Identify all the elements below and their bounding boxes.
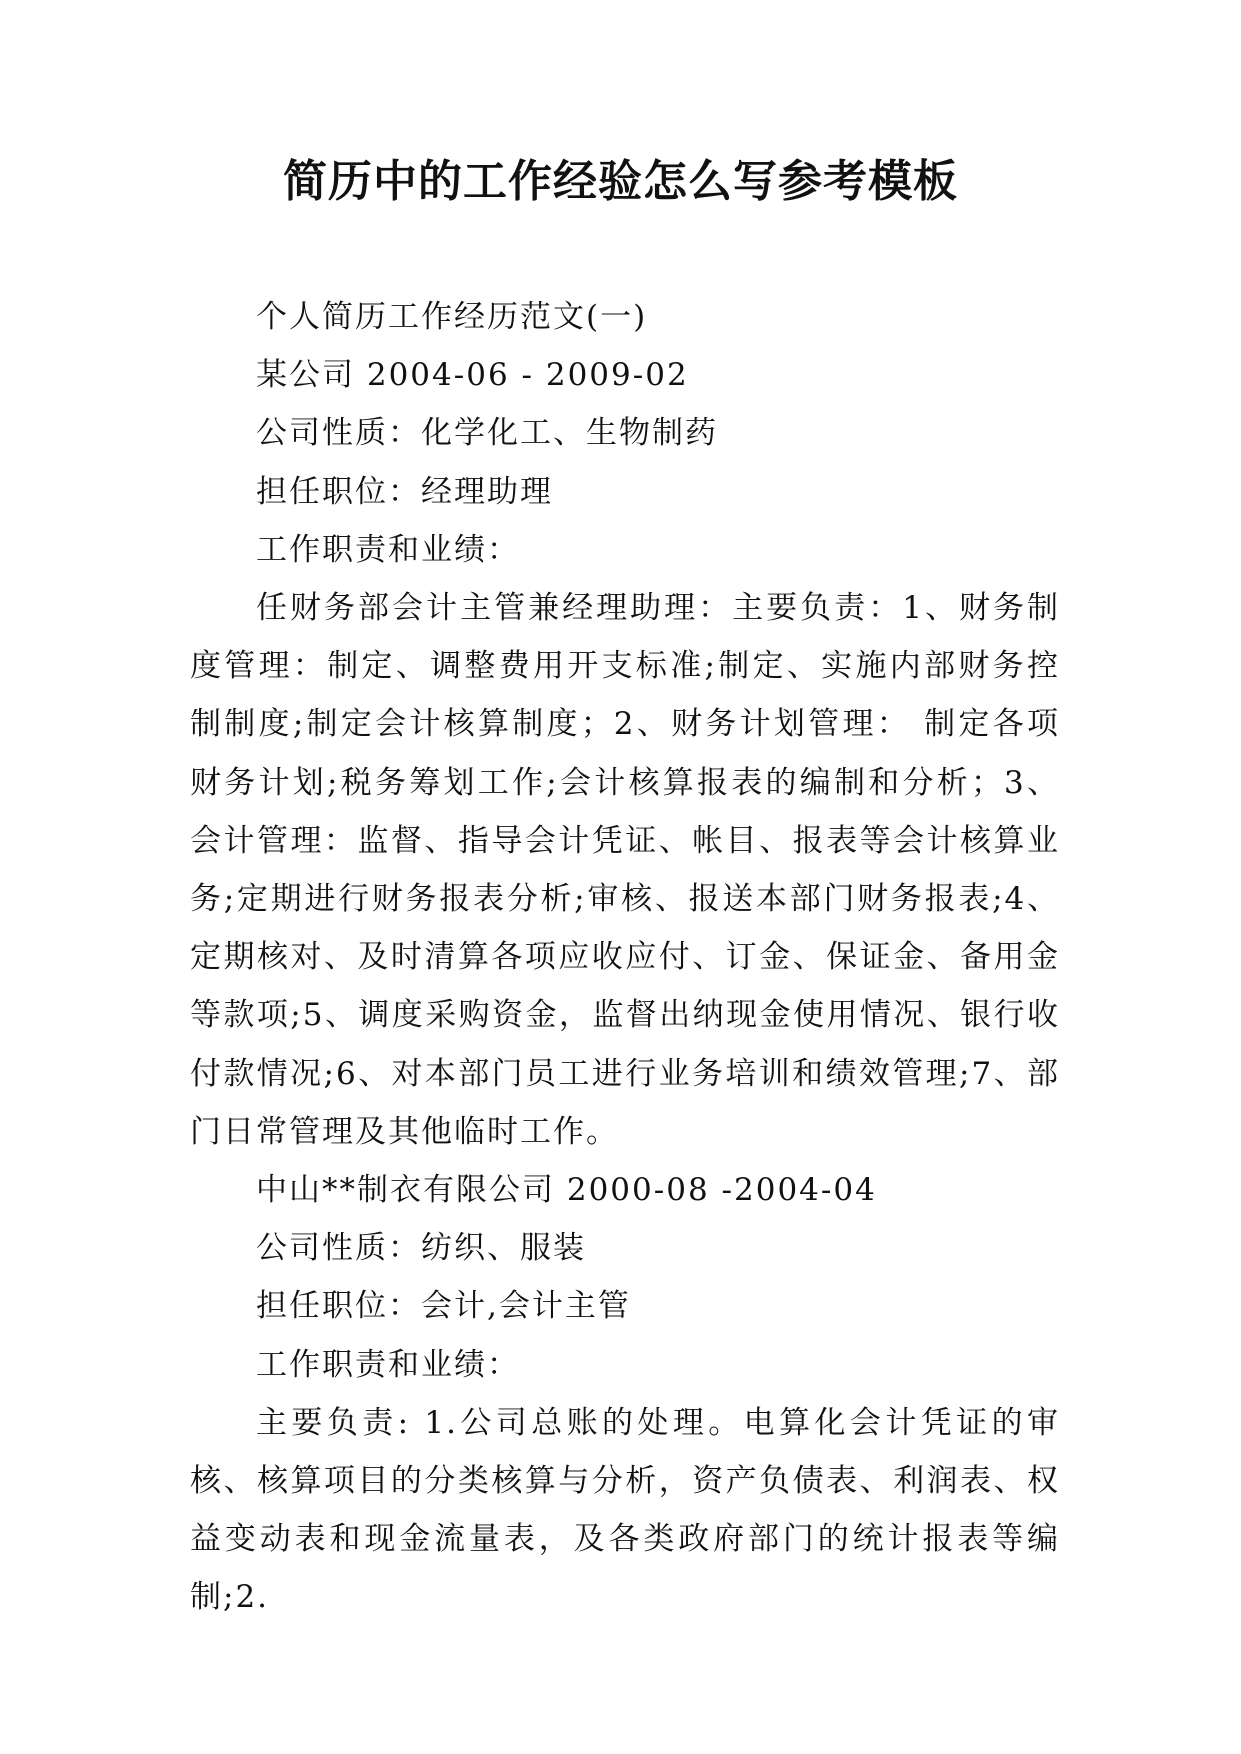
company-nature-line: 公司性质：纺织、服装 <box>256 1230 586 1267</box>
position-line: 担任职位：会计,会计主管 <box>256 1288 631 1325</box>
document-title: 简历中的工作经验怎么写参考模板 <box>283 156 958 207</box>
document-body <box>190 288 1060 1627</box>
company-period-line: 某公司 2004-06 - 2009-02 <box>256 357 689 394</box>
duties-paragraph: 任财务部会计主管兼经理助理：主要负责：1、财务制度管理：制定、调整费用开支标准;制定、实施内部财务控制制度;制定会计核算制度；2、财务计划管理： 制定各项财务计划;税务筹划工作;会计核算报表的编制和分析；3、会计管理：监督、指导会计凭证、帐目、报表等会计核算业务;定期进行财务报表分析;审核、报送本部门财务报表;4、定期核对、及时清算各项应收应付、订金、保证金、备用金等款项;5、调度采购资金，监督出纳现金使用情况、银行收付款情况;6、对本部门员工进行业务培训和绩效管理;7、部门日常管理及其他临时工作。 <box>190 590 1060 1150</box>
section-heading: 个人简历工作经历范文(一) <box>256 299 648 335</box>
duties-heading: 工作职责和业绩： <box>256 1346 520 1383</box>
company-period-line: 中山**制衣有限公司 2000-08 -2004-04 <box>256 1172 877 1209</box>
position-line: 担任职位：经理助理 <box>256 473 553 510</box>
duties-paragraph: 主要负责: 1.公司总账的处理。电算化会计凭证的审核、核算项目的分类核算与分析，资产负债表、利润表、权益变动表和现金流量表，及各类政府部门的统计报表等编制;2. <box>190 1404 1060 1616</box>
company-nature-line: 公司性质：化学化工、生物制药 <box>256 415 718 452</box>
duties-heading: 工作职责和业绩： <box>256 531 520 568</box>
